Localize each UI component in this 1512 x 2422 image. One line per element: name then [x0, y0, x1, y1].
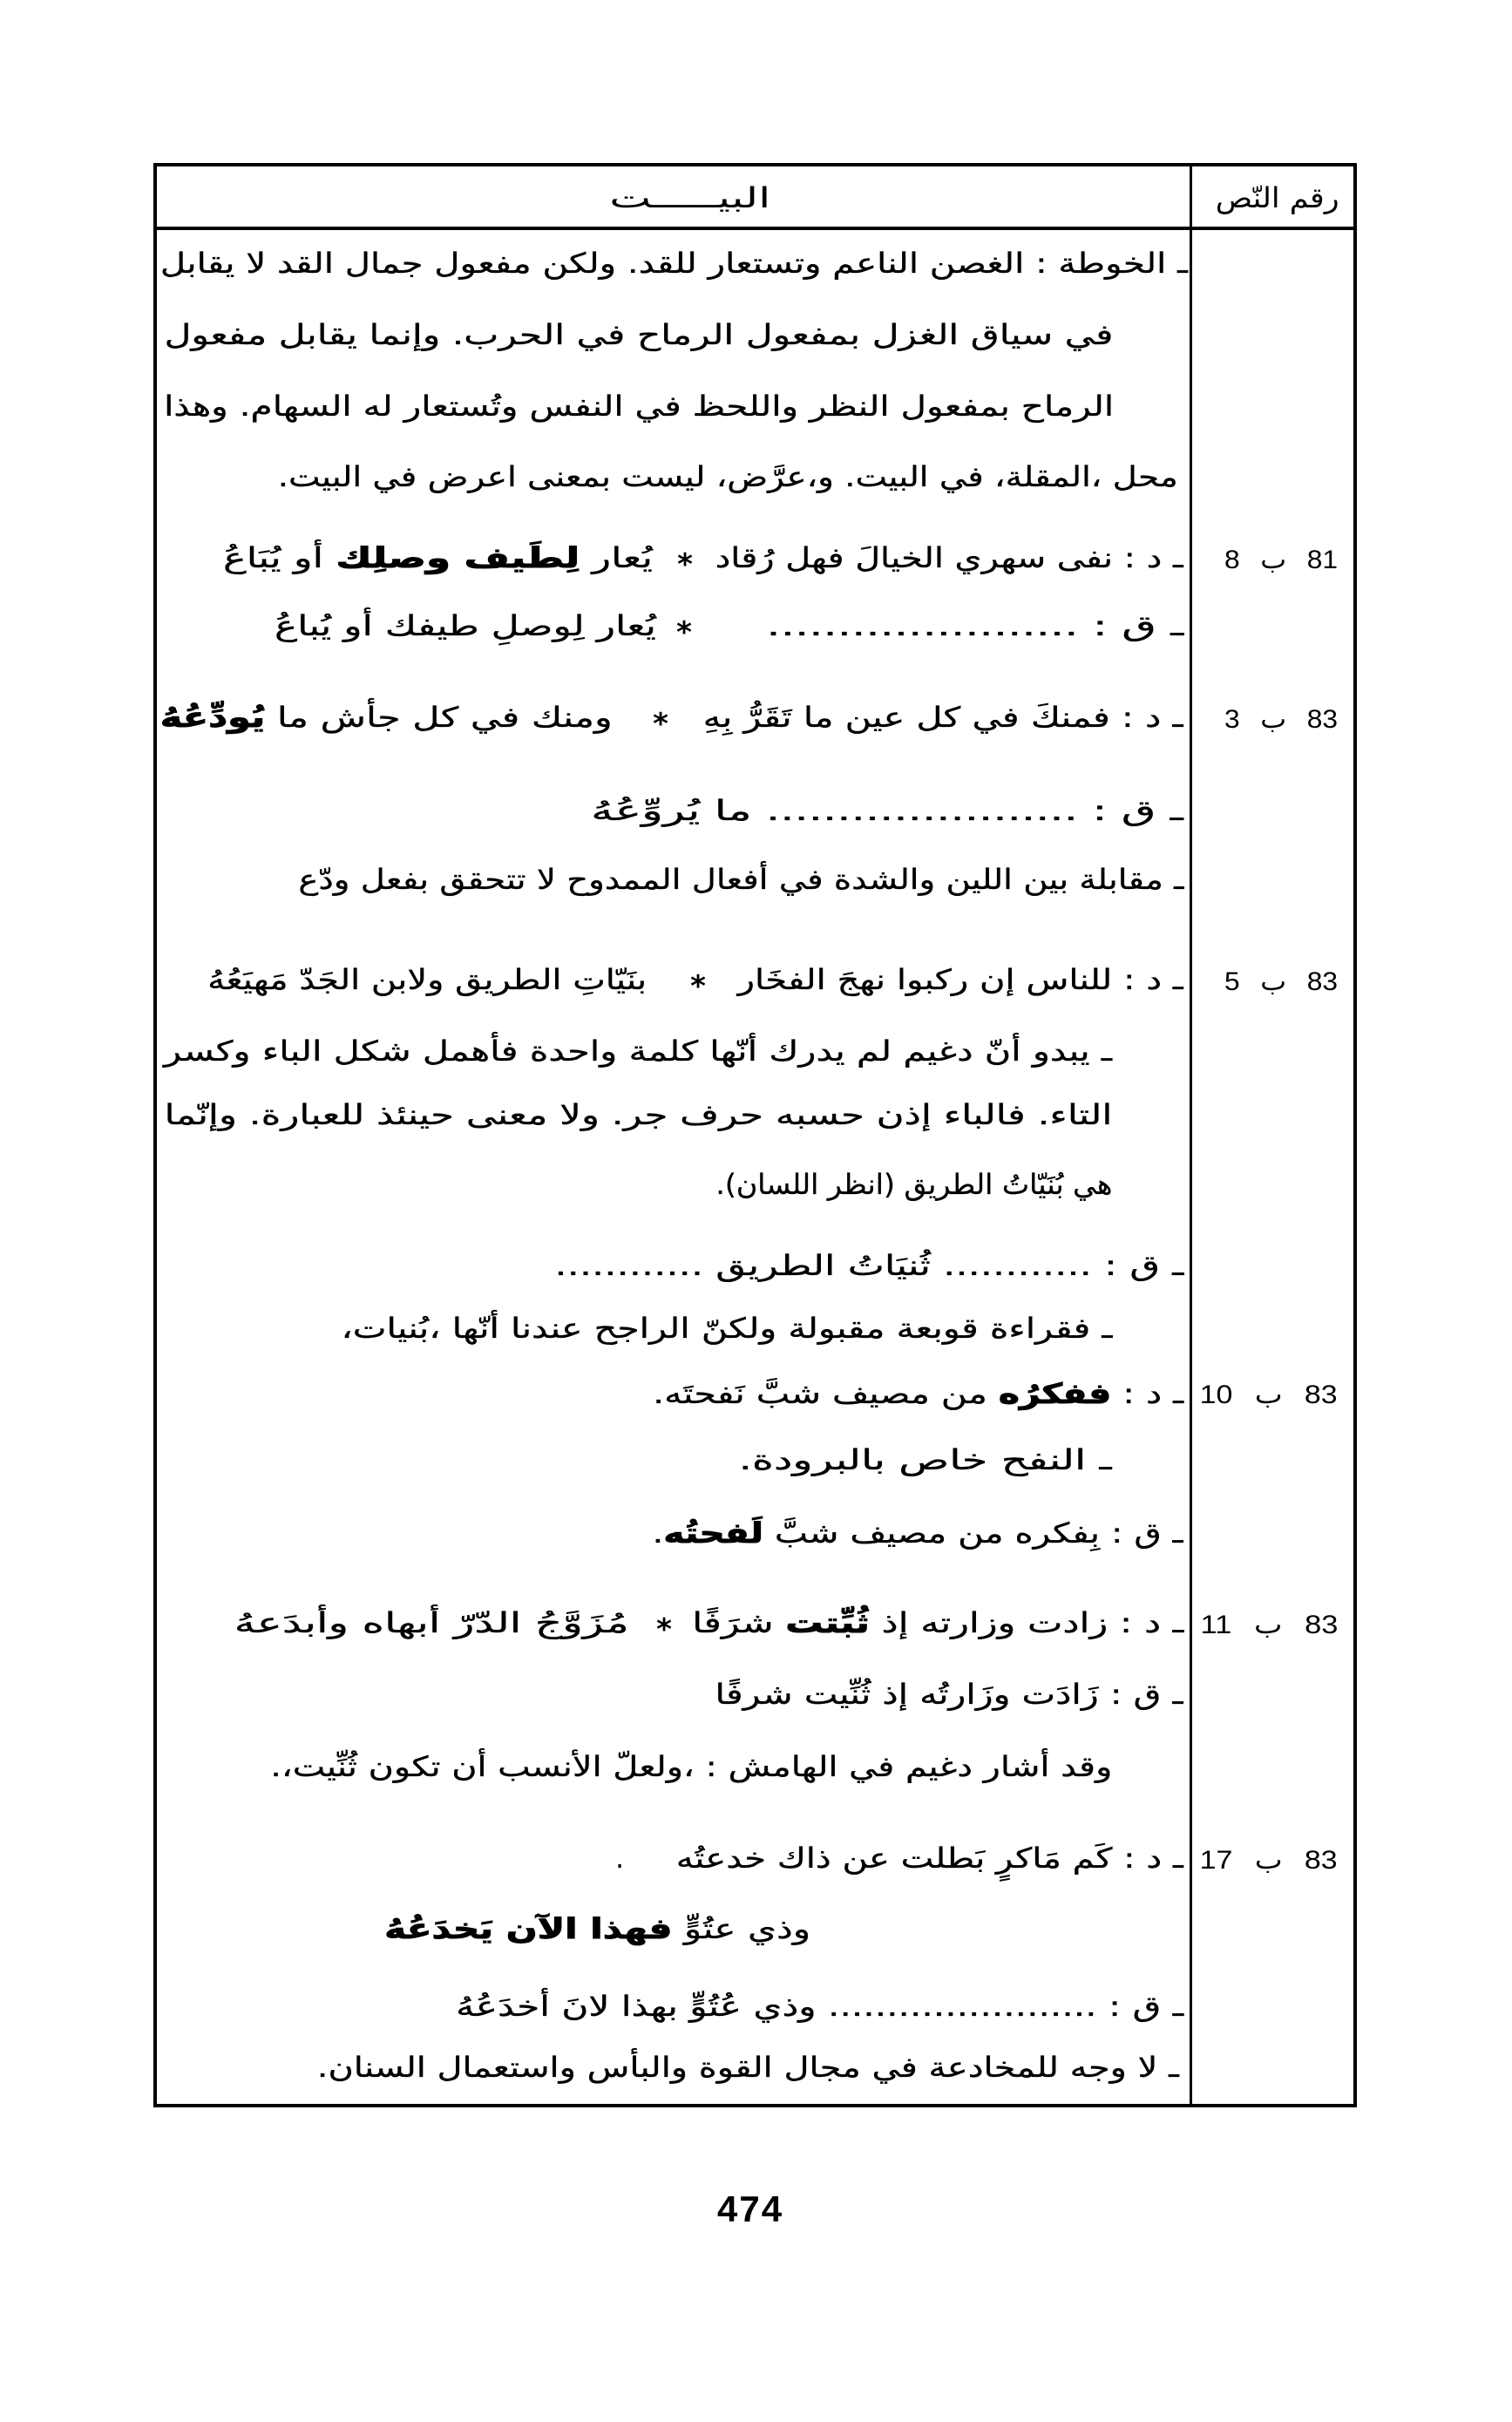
emphasis-word: ثُبِّتت: [784, 1606, 870, 1639]
text-line: [164, 313, 1113, 356]
text-segment: ـ ق : ...................... ما يُروِّعُهُ: [591, 794, 1183, 827]
text-segment: ـ د : زادت وزارته إذ: [869, 1606, 1183, 1639]
text-line: [317, 2045, 1179, 2089]
hemistich-separator: *: [653, 707, 668, 742]
stray-mark: .: [615, 1842, 625, 1875]
text-segment: .: [653, 1516, 664, 1550]
column-header-verse: البيـــــت: [608, 181, 770, 214]
text-segment: ـ لا وجه للمخادعة في مجال القوة والبأس واستعمال السنان.: [317, 2051, 1179, 2084]
ref-label: 83 ب 5: [1224, 967, 1338, 996]
hemistich-separator: *: [677, 547, 693, 582]
text-segment: مُزَوَّجُ الدّرّ أبهاه وأبدَعهُ: [234, 1606, 629, 1639]
text-line: [270, 1745, 1112, 1788]
text-segment: ـ الخوطة : الغصن الناعم وتستعار للقد. ولكن مفعول جمال القد لا يقابل: [159, 247, 1188, 280]
verse-hemistich-2: [234, 1601, 629, 1645]
text-segment: ـ ق : ............ ثُنيَاتُ الطريق ............: [554, 1249, 1183, 1282]
text-segment: ـ يبدو أنّ دغيم لم يدرك أنّها كلمة واحدة فأهمل شكل الباء وكسر: [163, 1035, 1112, 1068]
verse-hemistich-2: [160, 695, 613, 739]
text-line: [591, 789, 1183, 832]
text-line: [298, 858, 1183, 901]
page-number: 474: [717, 2188, 784, 2229]
verse-hemistich-1: [692, 1601, 1183, 1645]
text-line: [676, 1836, 1183, 1880]
hemistich-separator: *: [690, 969, 706, 1004]
text-line: [554, 1244, 1183, 1287]
text-segment: ومنك في كل جأش ما: [265, 701, 613, 734]
emphasis-word: فهذا الآن يَخدَعُهُ: [384, 1912, 673, 1945]
text-segment: التاء. فالباء إذن حسبه حرف جر. ولا معنى حينئذ للعبارة. وإنّما: [164, 1098, 1112, 1131]
text-segment: ـ ق : ....................... وذي عُتُوٍّ بهذا لانَ أخدَعُهُ: [455, 1990, 1183, 2023]
text-segment: ـ فقراءة قوبعة مقبولة ولكنّ الراجح عندنا أنّها ،بُنيات،: [340, 1312, 1112, 1345]
text-segment: أو يُبَاعُ: [223, 541, 336, 574]
verse-hemistich-2: [275, 604, 656, 648]
text-line: [715, 1672, 1183, 1716]
text-segment: ـ مقابلة بين اللين والشدة في أفعال الممدوح لا تتحقق بفعل ودّع: [298, 863, 1183, 896]
text-segment: ـ د : للناس إن ركبوا نهجَ الفخَار: [738, 963, 1183, 996]
column-header-ref: رقم النّص: [1215, 181, 1339, 214]
column-divider: [1190, 163, 1192, 2107]
emphasis-word: ففكرُه: [998, 1377, 1112, 1410]
text-line: [278, 455, 1178, 499]
text-line: [164, 1093, 1112, 1136]
text-segment: يُعار لِوصلِ طيفك أو يُباعُ: [274, 609, 656, 642]
text-segment: ـ ق : زَادَت وزَارتُه إذ ثُنِّيت شرفًا: [715, 1678, 1183, 1711]
text-segment: الرماح بمفعول النظر واللحظ في النفس وتُستعار له السهام. وهذا: [163, 390, 1114, 423]
text-segment: ـ د : فمنكَ في كل عين ما تَقَرُّ بِهِ: [703, 701, 1183, 734]
text-line: [341, 1306, 1112, 1350]
text-segment: شرَفًا: [691, 1606, 785, 1639]
text-segment: يُعار: [580, 541, 653, 574]
text-segment: ـ ق : بِفكره من مصيف شبَّ: [763, 1516, 1183, 1550]
text-line: [653, 1372, 1183, 1415]
verse-hemistich-1: [766, 604, 1183, 648]
header-separator: [153, 227, 1357, 230]
ref-label: 81 ب 8: [1224, 546, 1338, 574]
text-line: [164, 1029, 1112, 1073]
ref-label: 83 ب 17: [1200, 1846, 1338, 1875]
text-segment: بنَيّاتِ الطريق ولابن الجَدّ مَهيَعُهُ: [207, 963, 647, 996]
emphasis-word: لِطَيف وصلِك: [336, 541, 580, 574]
verse-hemistich-2: [223, 536, 653, 580]
ref-label: 83 ب 3: [1224, 705, 1338, 734]
text-segment: هي بُنَيّاتُ الطريق (انظر اللسان).: [715, 1168, 1112, 1201]
text-segment: محل ،المقلة، في البيت. و،عرَّض، ليست بمعنى اعرض في البيت.: [277, 460, 1178, 493]
text-line: [456, 1984, 1183, 2028]
text-line: [384, 1907, 810, 1950]
text-segment: ـ النفح خاص بالبرودة.: [738, 1443, 1112, 1476]
text-segment: وذي عتُوٍّ: [672, 1912, 810, 1945]
hemistich-separator: *: [676, 615, 692, 650]
text-segment: من مصيف شبَّ نَفحتَه.: [652, 1377, 999, 1410]
emphasis-word: لَفحتُه: [663, 1516, 764, 1550]
text-segment: في سياق الغزل بمفعول الرماح في الحرب. وإنما يقابل مفعول: [164, 318, 1113, 351]
verse-hemistich-1: [715, 536, 1183, 580]
emphasis-word: يُودِّعُهُ: [159, 701, 266, 734]
text-line: [160, 241, 1188, 285]
text-line: [164, 384, 1114, 428]
text-segment: ـ د : كَم مَاكرٍ بَطلت عن ذاك خدعتُه: [675, 1842, 1183, 1875]
ref-label: 83 ب 11: [1199, 1611, 1338, 1639]
verse-hemistich-2: [207, 958, 647, 1001]
text-line: [739, 1438, 1112, 1482]
text-segment: ـ د : نفى سهري الخيالَ فهل رُقاد: [715, 541, 1183, 574]
text-line: [653, 1511, 1183, 1555]
text-segment: ـ د :: [1111, 1377, 1183, 1410]
verse-hemistich-1: [738, 958, 1183, 1001]
text-segment: ـ ق : ......................: [766, 609, 1183, 642]
verse-hemistich-1: [703, 695, 1183, 739]
text-segment: وقد أشار دغيم في الهامش : ،ولعلّ الأنسب أن تكون ثُنِّيت،.: [269, 1750, 1112, 1783]
ref-label: 83 ب 10: [1200, 1381, 1338, 1409]
hemistich-separator: *: [656, 1612, 672, 1647]
text-line: [715, 1163, 1112, 1206]
